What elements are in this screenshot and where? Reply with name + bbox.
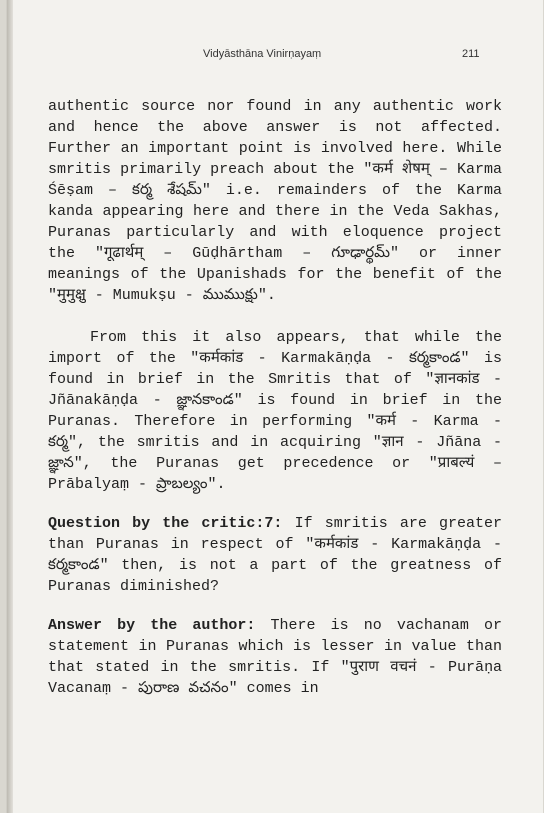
question-paragraph bbox=[48, 513, 502, 597]
book-page bbox=[6, 0, 543, 813]
page-gutter-edge bbox=[7, 0, 13, 813]
answer-paragraph bbox=[48, 615, 502, 699]
answer-label: Answer by the author: bbox=[48, 617, 256, 634]
paragraph-1: authentic source nor found in any authentic work and hence the above answer is not affected. Further an important point is involved here. While smritis primarily preach about the "कर्म शेषम् – Karma Śēṣam – కర్మ శేషమ్" i.e. remainders of the Karma kanda appearing here and there in the Veda Sakhas, Puranas particularly and with eloquence project the "गूढार्थम् – Gūḍhārtham – గూఢార్థమ్" or inner meanings of the Upanishads for the benefit of the "मुमुक्षु - Mumukṣu - ముముక్షు". bbox=[48, 98, 502, 304]
question-label: Question by the critic:7: bbox=[48, 515, 283, 532]
running-header bbox=[7, 48, 543, 64]
page-body bbox=[48, 96, 502, 699]
answer-text: There is no vachanam or statement in Puranas which is lesser in value than that stated in the smritis. If "पुराण वचनं - Purāṇa Vacanaṃ - పురాణ వచనం" comes in bbox=[48, 617, 502, 697]
question-text: If smritis are greater than Puranas in respect of "कर्मकांड - Karmakāṇḍa - కర్మకాండ" then, is not a part of the greatness of Puranas diminished? bbox=[48, 515, 502, 595]
page-number: 211 bbox=[462, 48, 480, 60]
header-title: Vidyāsthāna Vinirṇayaṃ bbox=[203, 48, 322, 60]
paragraph-2: From this it also appears, that while the import of the "कर्मकांड - Karmakāṇḍa - కర్మకాండ" is found in brief in the Smritis that of "ज्ञानकांड - Jñānakāṇḍa - జ్ఞానకాండ" is found in brief in the Puranas. Therefore in performing "कर्म - Karma - కర్మ", the smritis and in acquiring "ज्ञान - Jñāna - జ్ఞాన", the Puranas get precedence or "प्राबल्यं – Prābalyaṃ - ప్రాబల్యం". bbox=[48, 329, 502, 493]
